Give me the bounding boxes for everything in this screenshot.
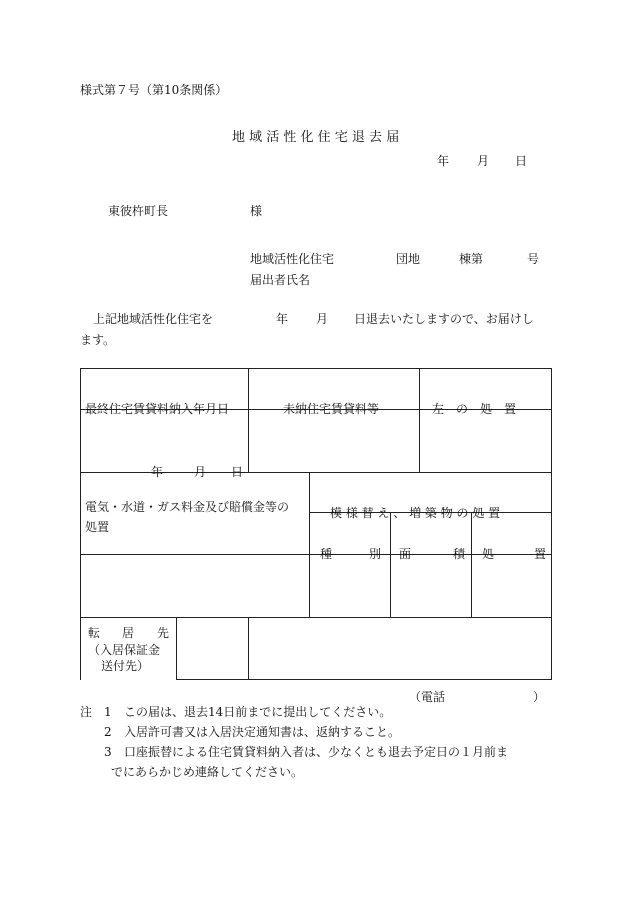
utilities-label: 電気・水道・ガス料金及び賠償金等の 処置 — [81, 473, 310, 555]
number-label: 号 — [527, 252, 540, 266]
note-1-text: この届は、退去14日前までに提出してください。 — [124, 705, 392, 719]
last-payment-header: 最終住宅賃貸料納入年月日 — [81, 369, 249, 410]
form-title: 地 域 活 性 化 住 宅 退 去 届 — [232, 130, 400, 145]
table-row — [81, 473, 552, 513]
note-3-continued: でにあらかじめ連絡してください。 — [111, 765, 304, 779]
note-3-num: 3 — [104, 745, 112, 759]
addressee-honorific: 様 — [250, 204, 263, 218]
disposal-field[interactable] — [420, 410, 552, 473]
unpaid-amount-field[interactable] — [249, 410, 420, 473]
phone-close: ） — [533, 689, 546, 704]
statement-prefix: 上記地域活性化住宅を — [93, 312, 214, 326]
utilities-field[interactable] — [81, 555, 310, 618]
note-1-num: 1 — [104, 705, 112, 719]
complex-label: 団地 — [396, 252, 421, 266]
statement-line2: ます。 — [80, 333, 116, 347]
building-label: 棟第 — [459, 252, 484, 266]
date-day: 日 — [515, 154, 528, 168]
disposal-detail-field[interactable] — [472, 555, 552, 618]
table-row — [81, 555, 552, 618]
unpaid-header: 未納住宅賃貸料等 — [249, 369, 420, 410]
payment-month: 月 — [194, 465, 207, 479]
last-payment-date-field[interactable] — [81, 410, 249, 479]
note-2-num: 2 — [104, 725, 112, 739]
notes-label: 注 — [80, 705, 93, 719]
date-month: 月 — [477, 154, 490, 168]
note-2-text: 入居許可書又は入居決定通知書は、返納すること。 — [124, 725, 401, 739]
label-divider — [176, 618, 177, 680]
phone-open: （電話 — [409, 689, 446, 704]
statement-suffix: 日退去いたしますので、お届けし — [354, 312, 534, 326]
moving-destination-field[interactable] — [249, 618, 552, 704]
payment-year: 年 — [151, 465, 164, 479]
renovation-header: 模 様 替 え 、 増 築 物 の 処 置 — [310, 473, 552, 513]
area-field[interactable] — [391, 555, 472, 618]
table-row — [81, 410, 552, 473]
applicant-name-label: 届出者氏名 — [250, 273, 311, 287]
disposal-header: 左 の 処 置 — [420, 369, 552, 410]
form-number: 様式第７号（第10条関係） — [80, 83, 228, 97]
addressee-name: 東彼杵町長 — [108, 204, 169, 218]
disposal-subheader: 処 置 — [472, 513, 552, 555]
statement-month: 月 — [316, 312, 329, 326]
table-row — [81, 369, 552, 410]
date-year: 年 — [437, 154, 450, 168]
payment-day: 日 — [231, 465, 244, 479]
note-3-text: 口座振替による住宅賃貸料納入者は、少なくとも退去予定日の１月前ま — [124, 745, 509, 759]
type-field[interactable] — [310, 555, 391, 618]
statement-year: 年 — [276, 312, 289, 326]
type-header: 種 別 — [310, 513, 391, 555]
housing-label: 地域活性化住宅 — [250, 252, 335, 266]
area-header: 面 積 — [391, 513, 472, 555]
